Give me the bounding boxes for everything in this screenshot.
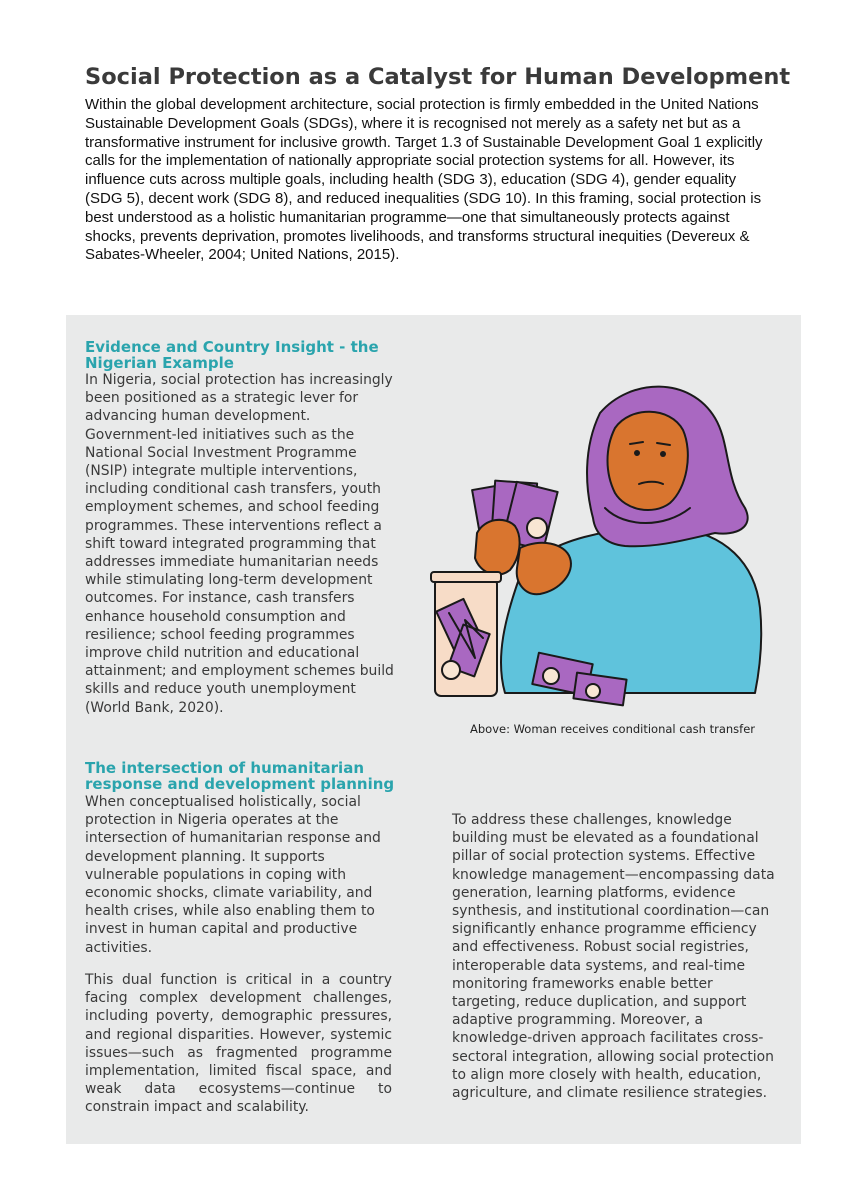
intro-paragraph: Within the global development architecture, social protection is firmly embedded in the United Nations Sustainable Development Goals (SDGs), where it is recognised not merely as a safety net but as a transformative instrument for inclusive growth. Target 1.3 of Sustainable Development Goal 1 explicitly calls for the implementation of nationally appropriate social protection systems for all. However, its influence cuts across multiple goals, including health (SDG 3), education (SDG 4), gender equality (SDG 5), decent work (SDG 8), and reduced inequalities (SDG 10). In this framing, social protection is best understood as a holistic humanitarian programme—one that simultaneously protects against shocks, prevents deprivation, promotes livelihoods, and transforms structural inequities (Devereux & Sabates-Wheeler, 2004; United Nations, 2015). [85,96,763,264]
face-shape [608,412,688,510]
money-jar [431,572,501,696]
section-body-knowledge: To address these challenges, knowledge building must be elevated as a foundational pillar of social protection systems. Effective knowledge management—encompassing data generation, learning platforms, evidence synthesis, and institutional coordination—can significantly enhance programme efficiency and effectiveness. Robust social registries, interoperable data systems, and real-time monitoring frameworks enable better targeting, reduce duplication, and support adaptive programming. Moreover, a knowledge-driven approach facilitates cross-sectoral integration, allowing social protection to align more closely with health, education, agriculture, and climate resilience strategies. [452,812,775,1102]
woman-cash-transfer-illustration [425,358,770,708]
section-body-intersection-2: This dual function is critical in a country facing complex development challenges, including poverty, demographic pressures, and regional disparities. However, systemic issues—such as fragmented programme implementation, limited fiscal space, and weak data ecosystems—continue to constrain impact and scalability. [85,972,392,1116]
page-title: Social Protection as a Catalyst for Human Development [85,64,791,90]
section-heading-intersection: The intersection of humanitarian response and development planning [85,759,395,793]
illustration-caption: Above: Woman receives conditional cash transfer [470,722,756,736]
hand-left [475,520,520,575]
section-body-nigeria: In Nigeria, social protection has increasingly been positioned as a strategic lever for advancing human development. Government-led initiatives such as the National Social Investment Programme (NSIP) integrate multiple interventions, including conditional cash transfers, youth employment schemes, and school feeding programmes. These interventions reflect a shift toward integrated programming that addresses immediate humanitarian needs while stimulating long-term development outcomes. For instance, cash transfers enhance household consumption and resilience; school feeding programmes improve child nutrition and educational attainment; and employment schemes build skills and reduce youth unemployment (World Bank, 2020). [85,372,394,716]
section-body-intersection-1: When conceptualised holistically, social protection in Nigeria operates at the intersection of humanitarian response and development planning. It supports vulnerable populations in coping with economic shocks, climate variability, and health crises, while also enabling them to invest in human capital and productive activities. [85,794,381,956]
section-heading-nigeria: Evidence and Country Insight - the Nigerian Example [85,338,379,372]
